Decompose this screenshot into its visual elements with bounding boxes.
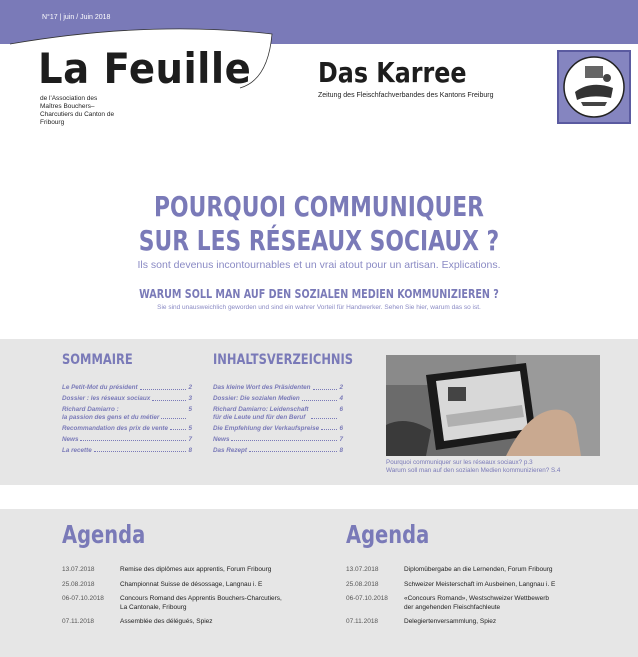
- agenda-item: [346, 581, 626, 590]
- issue-number: N°17 | juin / Juin 2018: [42, 14, 111, 21]
- tablet-photo: [386, 355, 600, 456]
- toc-leader-dots: [313, 384, 338, 390]
- agenda-heading-de: Agenda: [346, 520, 430, 549]
- toc-item-label: Le Petit-Mot du président: [62, 384, 138, 391]
- toc-leader-dots: [231, 436, 337, 442]
- agenda-item: [62, 618, 342, 627]
- toc-leader-dots: [161, 406, 186, 419]
- masthead-subtitle-de: Zeitung des Fleischfachverbandes des Kantons Freiburg: [318, 92, 494, 99]
- toc-item-page: 8: [339, 446, 343, 454]
- masthead-title-de: Das Karree: [318, 56, 467, 89]
- photo-caption-fr: Pourquoi communiquer sur les réseaux sociaux? p.3: [386, 459, 533, 466]
- agenda-heading-fr: Agenda: [62, 520, 146, 549]
- toc-item[interactable]: [213, 425, 343, 433]
- toc-item-label: Das Rezept: [213, 446, 247, 454]
- headline-lead-fr: Ils sont devenus incontournables et un vrai atout pour un artisan. Explications.: [137, 259, 501, 271]
- toc-list-de: [213, 384, 343, 458]
- masthead-subtitle-fr: de l'Association des Maîtres Bouchers–Charcutiers du Canton de Fribourg: [40, 95, 115, 126]
- toc-heading-fr: SOMMAIRE: [62, 352, 133, 368]
- toc-item-page: 2: [339, 384, 343, 391]
- toc-item-page: 2: [188, 384, 192, 391]
- agenda-date: 13.07.2018: [62, 566, 95, 573]
- toc-leader-dots: [152, 395, 186, 401]
- toc-leader-dots: [140, 384, 187, 390]
- toc-item-page: 8: [188, 446, 192, 454]
- association-logo: [557, 50, 631, 124]
- toc-item-label: Richard Damiarro : la passion des gens et du métier: [62, 406, 160, 421]
- toc-item[interactable]: [213, 406, 343, 421]
- agenda-event: Diplomübergabe an die Lernenden, Forum Fribourg: [404, 566, 553, 573]
- toc-item-page: 6: [339, 406, 343, 413]
- agenda-item: [346, 618, 626, 627]
- toc-item-label: News: [62, 435, 79, 443]
- toc-item-page: 6: [339, 424, 343, 432]
- headline-line-2: SUR LES RÉSEAUX SOCIAUX ?: [138, 224, 500, 257]
- toc-leader-dots: [302, 395, 338, 401]
- agenda-event: Delegiertenversammlung, Spiez: [404, 618, 497, 625]
- photo-caption: [386, 459, 616, 475]
- agenda-date: 07.11.2018: [346, 618, 379, 625]
- agenda-event: Assemblée des délégués, Spiez: [120, 618, 213, 625]
- agenda-item: [62, 566, 342, 575]
- agenda-date: 06-07.10.2018: [62, 595, 104, 602]
- agenda-item: [346, 566, 626, 575]
- toc-item-page: 7: [339, 435, 343, 443]
- agenda-item: [62, 595, 342, 612]
- toc-item-label: Dossier : les réseaux sociaux: [62, 395, 151, 402]
- toc-item[interactable]: [62, 384, 192, 392]
- agenda-list-fr: [62, 566, 342, 633]
- toc-item[interactable]: [213, 447, 343, 455]
- toc-item-label: Richard Damiarro: Leidenschaft für die Leute und für den Beruf: [213, 406, 309, 421]
- toc-item[interactable]: [62, 447, 192, 455]
- agenda-item: [346, 595, 626, 612]
- agenda-item: [62, 581, 342, 590]
- toc-item-label: Dossier: Die sozialen Medien: [213, 395, 300, 402]
- toc-item[interactable]: [213, 395, 343, 403]
- toc-item[interactable]: [62, 436, 192, 444]
- butcher-emblem-icon: [561, 54, 627, 120]
- toc-item-page: 5: [188, 406, 192, 413]
- toc-item[interactable]: [62, 406, 192, 421]
- headline-line-1: POURQUOI COMMUNIQUER: [154, 190, 484, 223]
- toc-leader-dots: [249, 447, 338, 453]
- toc-item-label: Recommandation des prix de vente: [62, 424, 169, 432]
- masthead-title-fr: La Feuille: [38, 44, 252, 93]
- agenda-list-de: [346, 566, 626, 633]
- agenda-date: 13.07.2018: [346, 566, 379, 573]
- agenda-event: «Concours Romand», Westschweizer Wettbewerb der angehenden Fleischfachleute: [404, 595, 549, 611]
- agenda-event: Schweizer Meisterschaft im Ausbeinen, Langnau i. E: [404, 580, 556, 588]
- cover-photo: [386, 355, 600, 456]
- toc-heading-de: INHALTSVERZEICHNIS: [213, 352, 354, 368]
- toc-item-label: La recette: [62, 446, 92, 454]
- agenda-event: Remise des diplômes aux apprentis, Forum Fribourg: [120, 566, 272, 573]
- agenda-event: Concours Romand des Apprentis Bouchers-Charcutiers, La Cantonale, Fribourg: [120, 595, 282, 611]
- agenda-date: 06-07.10.2018: [346, 595, 388, 602]
- headline-title-de: WARUM SOLL MAN AUF DEN SOZIALEN MEDIEN KOMMUNIZIEREN ?: [139, 287, 499, 301]
- toc-item-page: 4: [339, 395, 343, 402]
- toc-item[interactable]: [62, 395, 192, 403]
- toc-item[interactable]: [213, 436, 343, 444]
- toc-item-page: 5: [188, 424, 192, 432]
- agenda-event: Championnat Suisse de désossage, Langnau i. E: [120, 580, 263, 588]
- toc-item-label: Das kleine Wort des Präsidenten: [213, 384, 311, 391]
- toc-leader-dots: [170, 425, 186, 431]
- toc-leader-dots: [80, 436, 186, 442]
- toc-item-page: 3: [188, 395, 192, 402]
- agenda-date: 07.11.2018: [62, 618, 95, 625]
- photo-caption-de: Warum soll man auf den sozialen Medien kommunizieren? S.4: [386, 467, 561, 474]
- toc-leader-dots: [311, 406, 338, 419]
- toc-item-page: 7: [188, 435, 192, 443]
- toc-leader-dots: [94, 447, 187, 453]
- agenda-date: 25.08.2018: [346, 580, 379, 588]
- toc-item-label: Die Empfehlung der Verkaufspreise: [213, 424, 320, 432]
- toc-leader-dots: [321, 425, 337, 431]
- headline-lead-de: Sie sind unausweichlich geworden und sind ein wahrer Vorteil für Handwerker. Sehen Sie hier, warum das so ist.: [157, 304, 481, 311]
- toc-list-fr: [62, 384, 192, 458]
- toc-item[interactable]: [62, 425, 192, 433]
- agenda-date: 25.08.2018: [62, 580, 95, 588]
- toc-item-label: News: [213, 435, 230, 443]
- toc-item[interactable]: [213, 384, 343, 392]
